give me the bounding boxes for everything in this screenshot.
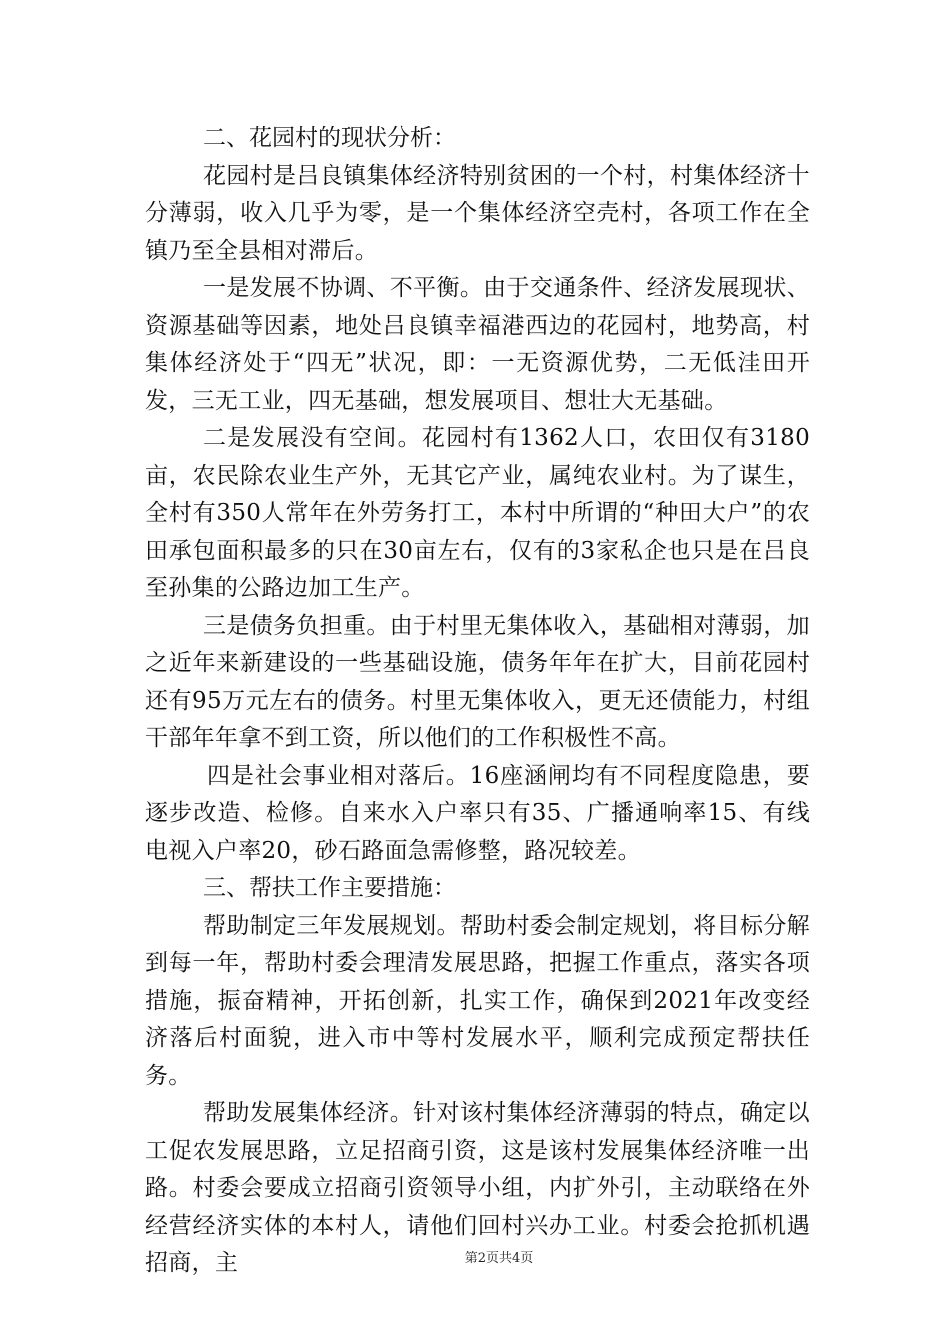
paragraph-economy: 帮助发展集体经济。针对该村集体经济薄弱的特点，确定以工促农发展思路，立足招商引资，这是该村发展集体经济唯一出路。村委会要成立招商引资领导小组，内扩外引，主动联络在外经营经济实体的本村人，请他们回村兴办工业。村委会抢抓机遇招商，主 — [145, 1100, 810, 1276]
page-number-footer: 第2页共4页 — [464, 1251, 534, 1266]
section-heading-two: 二、花园村的现状分析： — [203, 125, 456, 151]
document-body — [145, 120, 810, 1283]
paragraph-plan: 帮助制定三年发展规划。帮助村委会制定规划，将目标分解到每一年，帮助村委会理清发展思路，把握工作重点，落实各项措施，振奋精神，开拓创新，扎实工作，确保到2021年改变经济落后村面貌，进入市中等村发展水平，顺利完成预定帮扶任务。 — [145, 912, 810, 1089]
paragraph-point-two: 二是发展没有空间。花园村有1362人口，农田仅有3180亩，农民除农业生产外，无其它产业，属纯农业村。为了谋生，全村有350人常年在外劳务打工，本村中所谓的“种田大户”的农田承包面积最多的只在30亩左右，仅有的3家私企也只是在吕良至孙集的公路边加工生产。 — [145, 425, 810, 601]
paragraph-point-three: 三是债务负担重。由于村里无集体收入，基础相对薄弱，加之近年来新建设的一些基础设施，债务年年在扩大，目前花园村还有95万元左右的债务。村里无集体收入，更无还债能力，村组干部年年拿不到工资，所以他们的工作积极性不高。 — [145, 612, 810, 751]
paragraph-point-one: 一是发展不协调、不平衡。由于交通条件、经济发展现状、资源基础等因素，地处吕良镇幸福港西边的花园村，地势高，村集体经济处于“四无”状况，即：一无资源优势，二无低洼田开发，三无工业，四无基础，想发展项目、想壮大无基础。 — [145, 275, 810, 414]
paragraph-intro: 花园村是吕良镇集体经济特别贫困的一个村，村集体经济十分薄弱，收入几乎为零，是一个集体经济空壳村，各项工作在全镇乃至全县相对滞后。 — [145, 162, 810, 264]
paragraph-point-four: 四是社会事业相对落后。16座涵闸均有不同程度隐患，要逐步改造、检修。自来水入户率只有35、广播通响率15、有线电视入户率20，砂石路面急需修整，路况较差。 — [145, 762, 810, 864]
section-heading-three: 三、帮扶工作主要措施： — [203, 875, 456, 901]
